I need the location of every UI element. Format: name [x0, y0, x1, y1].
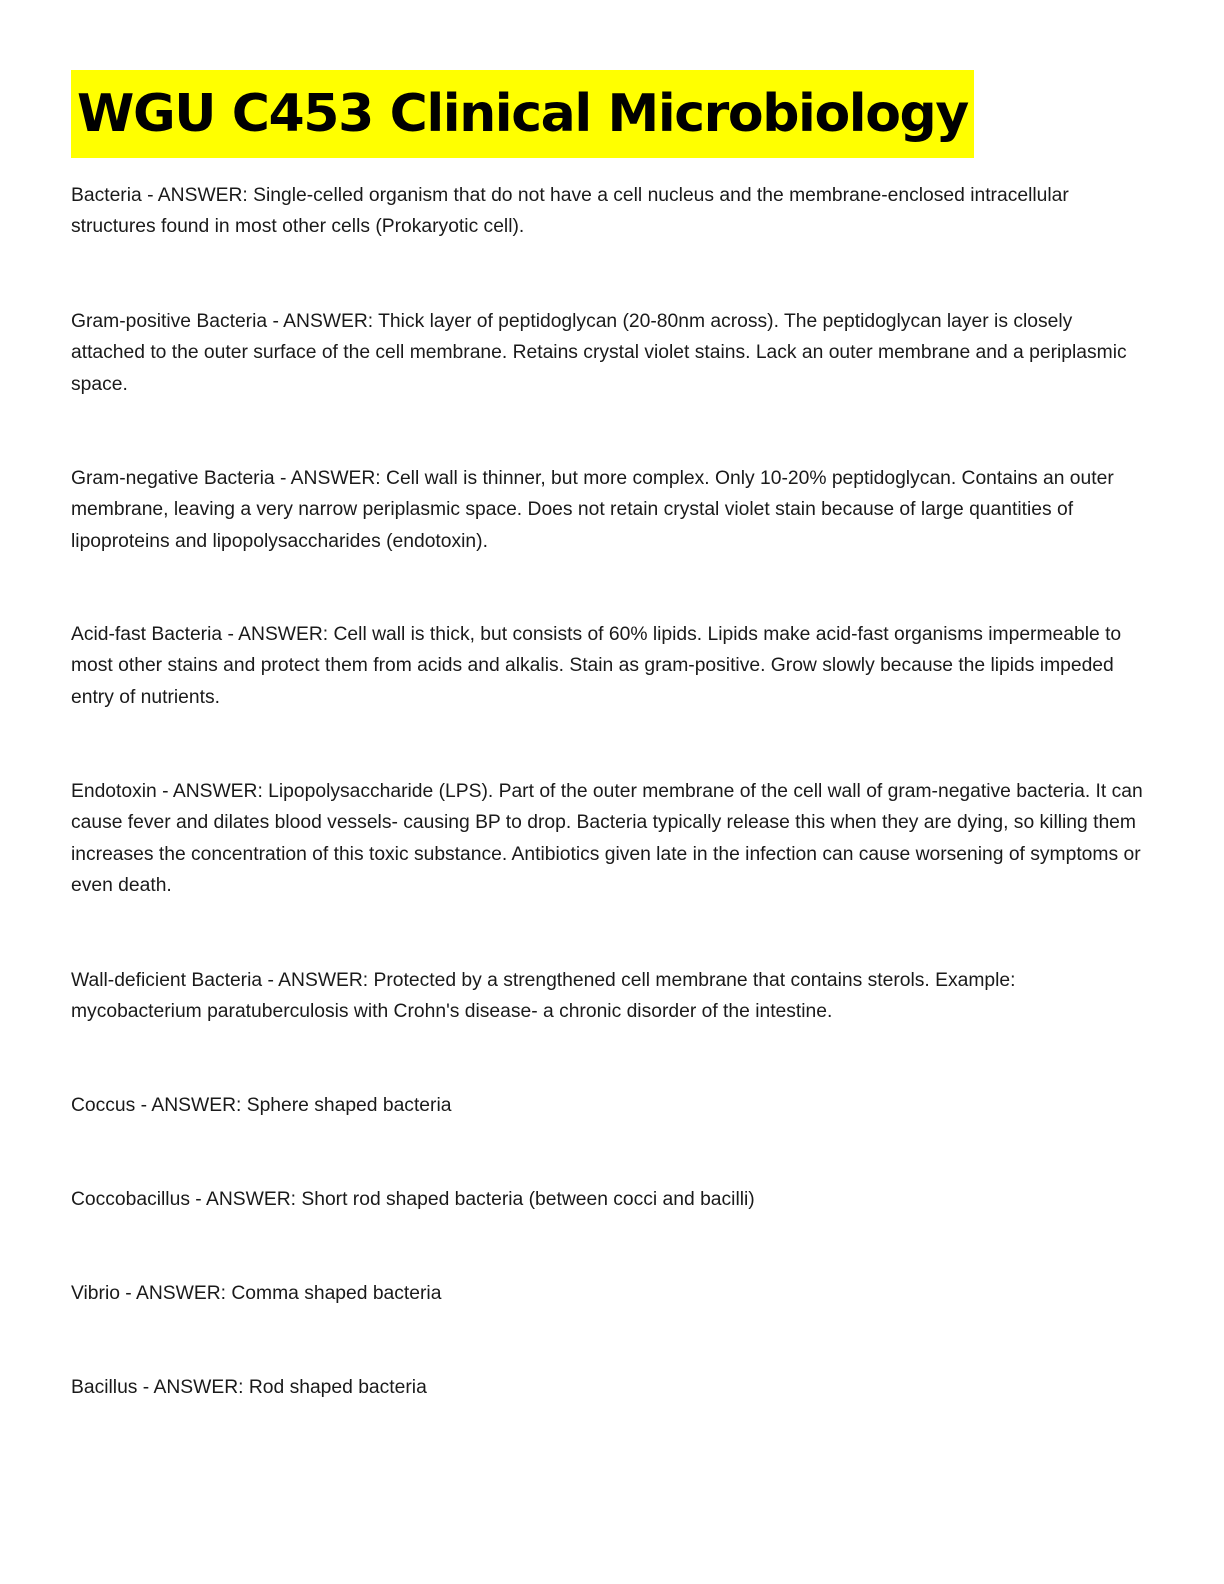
entry-bacillus: Bacillus - ANSWER: Rod shaped bacteria — [71, 1377, 427, 1398]
entry-wall-deficient: Wall-deficient Bacteria - ANSWER: Protected by a strengthened cell membrane that contains sterols. Example: mycobacterium paratuberculosis with Crohn's disease- a chronic disorder of the intestine. — [71, 970, 1016, 1023]
entry-gram-positive: Gram-positive Bacteria - ANSWER: Thick layer of peptidoglycan (20-80nm across). The peptidoglycan layer is closely attached to the outer surface of the cell membrane. Retains crystal violet stains. Lack an outer membrane and a periplasmic space. — [71, 311, 1127, 395]
entry-endotoxin: Endotoxin - ANSWER: Lipopolysaccharide (LPS). Part of the outer membrane of the cell wall of gram-negative bacteria. It can cause fever and dilates blood vessels- causing BP to drop. Bacteria typically release this when they are dying, so killing them increases the concentration of this toxic substance. Antibiotics given late in the infection can cause worsening of symptoms or even death. — [71, 781, 1143, 896]
document-title: WGU C453 Clinical Microbiology — [77, 84, 968, 144]
entry-vibrio: Vibrio - ANSWER: Comma shaped bacteria — [71, 1283, 442, 1304]
title-highlight — [71, 70, 974, 158]
entry-gram-negative: Gram-negative Bacteria - ANSWER: Cell wall is thinner, but more complex. Only 10-20% peptidoglycan. Contains an outer membrane, leaving a very narrow periplasmic space. Does not retain crystal violet stain because of large quantities of lipoproteins and lipopolysaccharides (endotoxin). — [71, 468, 1114, 552]
entry-coccobacillus: Coccobacillus - ANSWER: Short rod shaped bacteria (between cocci and bacilli) — [71, 1189, 755, 1210]
entry-coccus: Coccus - ANSWER: Sphere shaped bacteria — [71, 1095, 452, 1116]
entry-acid-fast: Acid-fast Bacteria - ANSWER: Cell wall is thick, but consists of 60% lipids. Lipids make acid-fast organisms impermeable to most other stains and protect them from acids and alkalis. Stain as gram-positive. Grow slowly because the lipids impeded entry of nutrients. — [71, 624, 1122, 708]
entry-bacteria: Bacteria - ANSWER: Single-celled organism that do not have a cell nucleus and the membrane-enclosed intracellular structures found in most other cells (Prokaryotic cell). — [71, 185, 1069, 238]
